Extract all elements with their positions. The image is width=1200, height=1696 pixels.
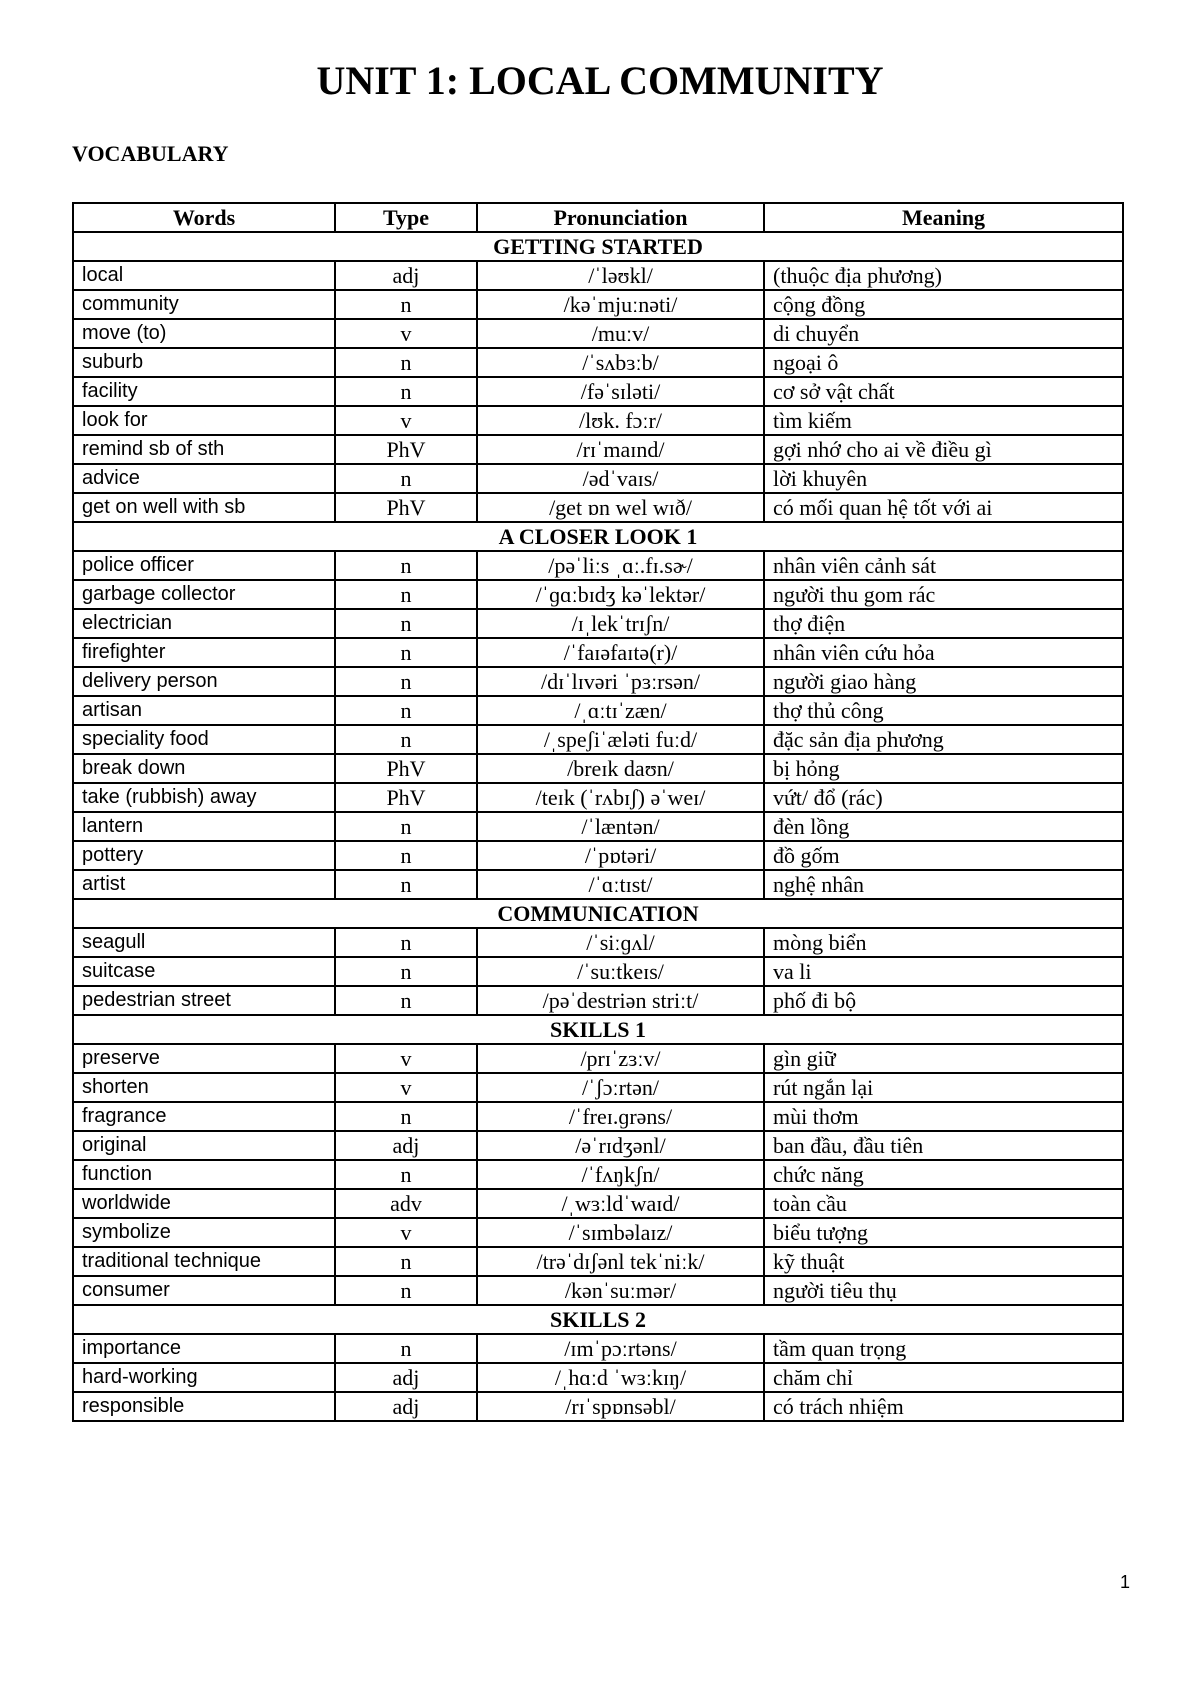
- table-row: [73, 580, 1123, 609]
- word-cell: break down: [73, 754, 335, 783]
- type-cell: v: [335, 1218, 477, 1247]
- type-cell: n: [335, 290, 477, 319]
- meaning-cell: biểu tượng: [764, 1218, 1123, 1247]
- meaning-cell: có mối quan hệ tốt với ai: [764, 493, 1123, 522]
- meaning-cell: chăm chỉ: [764, 1363, 1123, 1392]
- table-row: [73, 667, 1123, 696]
- word-cell: pottery: [73, 841, 335, 870]
- table-row: [73, 1189, 1123, 1218]
- pronunciation-cell: /get ɒn wel wɪð/: [477, 493, 764, 522]
- type-cell: n: [335, 725, 477, 754]
- table-row: [73, 1102, 1123, 1131]
- word-cell: responsible: [73, 1392, 335, 1421]
- type-cell: n: [335, 1102, 477, 1131]
- word-cell: artist: [73, 870, 335, 899]
- table-row: [73, 493, 1123, 522]
- type-cell: PhV: [335, 493, 477, 522]
- pronunciation-cell: /ˈɡɑːbɪdʒ kəˈlektər/: [477, 580, 764, 609]
- word-cell: advice: [73, 464, 335, 493]
- meaning-cell: tầm quan trọng: [764, 1334, 1123, 1363]
- type-cell: n: [335, 551, 477, 580]
- table-row: [73, 435, 1123, 464]
- meaning-cell: rút ngắn lại: [764, 1073, 1123, 1102]
- header-words: Words: [73, 203, 335, 232]
- table-row: [73, 609, 1123, 638]
- table-row: [73, 551, 1123, 580]
- type-cell: n: [335, 580, 477, 609]
- pronunciation-cell: /ˈfreɪ.ɡrəns/: [477, 1102, 764, 1131]
- word-cell: firefighter: [73, 638, 335, 667]
- type-cell: n: [335, 377, 477, 406]
- table-row: [73, 870, 1123, 899]
- word-cell: pedestrian street: [73, 986, 335, 1015]
- header-pronunciation: Pronunciation: [477, 203, 764, 232]
- word-cell: local: [73, 261, 335, 290]
- type-cell: n: [335, 812, 477, 841]
- meaning-cell: nhân viên cứu hỏa: [764, 638, 1123, 667]
- meaning-cell: gìn giữ: [764, 1044, 1123, 1073]
- pronunciation-cell: /trəˈdɪʃənl tekˈniːk/: [477, 1247, 764, 1276]
- word-cell: artisan: [73, 696, 335, 725]
- type-cell: n: [335, 986, 477, 1015]
- meaning-cell: toàn cầu: [764, 1189, 1123, 1218]
- word-cell: look for: [73, 406, 335, 435]
- meaning-cell: bị hỏng: [764, 754, 1123, 783]
- type-cell: n: [335, 638, 477, 667]
- word-cell: move (to): [73, 319, 335, 348]
- word-cell: police officer: [73, 551, 335, 580]
- table-row: [73, 377, 1123, 406]
- pronunciation-cell: /ˈɑːtɪst/: [477, 870, 764, 899]
- table-row: [73, 754, 1123, 783]
- pronunciation-cell: /ˈlæntən/: [477, 812, 764, 841]
- type-cell: v: [335, 319, 477, 348]
- type-cell: adj: [335, 1363, 477, 1392]
- pronunciation-cell: /kənˈsuːmər/: [477, 1276, 764, 1305]
- meaning-cell: mùi thơm: [764, 1102, 1123, 1131]
- header-meaning: Meaning: [764, 203, 1123, 232]
- pronunciation-cell: /prɪˈzɜːv/: [477, 1044, 764, 1073]
- type-cell: n: [335, 870, 477, 899]
- type-cell: n: [335, 928, 477, 957]
- pronunciation-cell: /əˈrɪdʒənl/: [477, 1131, 764, 1160]
- pronunciation-cell: /ˈfaɪəfaɪtə(r)/: [477, 638, 764, 667]
- word-cell: hard-working: [73, 1363, 335, 1392]
- pronunciation-cell: /ˈpɒtəri/: [477, 841, 764, 870]
- word-cell: shorten: [73, 1073, 335, 1102]
- pronunciation-cell: /ˌhɑːd ˈwɜːkɪŋ/: [477, 1363, 764, 1392]
- group-header-row: [73, 522, 1123, 551]
- vocabulary-table: [72, 202, 1124, 1422]
- pronunciation-cell: /fəˈsɪləti/: [477, 377, 764, 406]
- pronunciation-cell: /ˈsʌbɜːb/: [477, 348, 764, 377]
- meaning-cell: thợ thủ công: [764, 696, 1123, 725]
- word-cell: suitcase: [73, 957, 335, 986]
- type-cell: n: [335, 841, 477, 870]
- type-cell: PhV: [335, 435, 477, 464]
- type-cell: v: [335, 406, 477, 435]
- meaning-cell: nhân viên cảnh sát: [764, 551, 1123, 580]
- type-cell: n: [335, 1334, 477, 1363]
- pronunciation-cell: /breɪk daʊn/: [477, 754, 764, 783]
- word-cell: importance: [73, 1334, 335, 1363]
- pronunciation-cell: /pəˈliːs ˌɑː.fɪ.sɚ/: [477, 551, 764, 580]
- word-cell: speciality food: [73, 725, 335, 754]
- meaning-cell: nghệ nhân: [764, 870, 1123, 899]
- word-cell: suburb: [73, 348, 335, 377]
- table-row: [73, 1363, 1123, 1392]
- pronunciation-cell: /rɪˈmaɪnd/: [477, 435, 764, 464]
- word-cell: traditional technique: [73, 1247, 335, 1276]
- pronunciation-cell: /pəˈdestriən striːt/: [477, 986, 764, 1015]
- type-cell: n: [335, 1160, 477, 1189]
- group-header-row: [73, 232, 1123, 261]
- meaning-cell: cộng đồng: [764, 290, 1123, 319]
- page-title: UNIT 1: LOCAL COMMUNITY: [316, 58, 884, 103]
- word-cell: delivery person: [73, 667, 335, 696]
- meaning-cell: phố đi bộ: [764, 986, 1123, 1015]
- type-cell: adv: [335, 1189, 477, 1218]
- group-header-row: [73, 899, 1123, 928]
- meaning-cell: thợ điện: [764, 609, 1123, 638]
- table-row: [73, 1334, 1123, 1363]
- type-cell: v: [335, 1073, 477, 1102]
- header-type: Type: [335, 203, 477, 232]
- word-cell: remind sb of sth: [73, 435, 335, 464]
- word-cell: preserve: [73, 1044, 335, 1073]
- meaning-cell: đồ gốm: [764, 841, 1123, 870]
- table-row: [73, 464, 1123, 493]
- pronunciation-cell: /ədˈvaɪs/: [477, 464, 764, 493]
- pronunciation-cell: /muːv/: [477, 319, 764, 348]
- group-header-row: [73, 1015, 1123, 1044]
- group-title: GETTING STARTED: [73, 232, 1123, 261]
- type-cell: n: [335, 348, 477, 377]
- pronunciation-cell: /ˈsiːɡʌl/: [477, 928, 764, 957]
- word-cell: lantern: [73, 812, 335, 841]
- word-cell: seagull: [73, 928, 335, 957]
- group-header-row: [73, 1305, 1123, 1334]
- table-row: [73, 1276, 1123, 1305]
- word-cell: function: [73, 1160, 335, 1189]
- pronunciation-cell: /ˌwɜːldˈwaɪd/: [477, 1189, 764, 1218]
- table-row: [73, 725, 1123, 754]
- meaning-cell: vứt/ đổ (rác): [764, 783, 1123, 812]
- pronunciation-cell: /teɪk (ˈrʌbɪʃ) əˈweɪ/: [477, 783, 764, 812]
- pronunciation-cell: /ɪmˈpɔːrtəns/: [477, 1334, 764, 1363]
- meaning-cell: người thu gom rác: [764, 580, 1123, 609]
- table-row: [73, 290, 1123, 319]
- pronunciation-cell: /ˈsɪmbəlaɪz/: [477, 1218, 764, 1247]
- meaning-cell: kỹ thuật: [764, 1247, 1123, 1276]
- meaning-cell: người tiêu thụ: [764, 1276, 1123, 1305]
- table-row: [73, 957, 1123, 986]
- pronunciation-cell: /ˌɑːtɪˈzæn/: [477, 696, 764, 725]
- table-row: [73, 1044, 1123, 1073]
- word-cell: worldwide: [73, 1189, 335, 1218]
- pronunciation-cell: /ˈʃɔːrtən/: [477, 1073, 764, 1102]
- word-cell: original: [73, 1131, 335, 1160]
- pronunciation-cell: /ˈfʌŋkʃn/: [477, 1160, 764, 1189]
- pronunciation-cell: /ˌspeʃiˈæləti fuːd/: [477, 725, 764, 754]
- type-cell: n: [335, 667, 477, 696]
- table-row: [73, 1247, 1123, 1276]
- type-cell: adj: [335, 1131, 477, 1160]
- type-cell: n: [335, 957, 477, 986]
- type-cell: n: [335, 464, 477, 493]
- type-cell: PhV: [335, 783, 477, 812]
- meaning-cell: tìm kiếm: [764, 406, 1123, 435]
- type-cell: PhV: [335, 754, 477, 783]
- table-row: [73, 1218, 1123, 1247]
- type-cell: adj: [335, 1392, 477, 1421]
- meaning-cell: lời khuyên: [764, 464, 1123, 493]
- table-row: [73, 1073, 1123, 1102]
- word-cell: community: [73, 290, 335, 319]
- type-cell: v: [335, 1044, 477, 1073]
- word-cell: fragrance: [73, 1102, 335, 1131]
- pronunciation-cell: /ɪˌlekˈtrɪʃn/: [477, 609, 764, 638]
- table-header-row: [73, 203, 1123, 232]
- type-cell: adj: [335, 261, 477, 290]
- table-row: [73, 841, 1123, 870]
- table-row: [73, 928, 1123, 957]
- pronunciation-cell: /lʊk. fɔːr/: [477, 406, 764, 435]
- word-cell: garbage collector: [73, 580, 335, 609]
- meaning-cell: ban đầu, đầu tiên: [764, 1131, 1123, 1160]
- word-cell: get on well with sb: [73, 493, 335, 522]
- word-cell: take (rubbish) away: [73, 783, 335, 812]
- group-title: COMMUNICATION: [73, 899, 1123, 928]
- table-row: [73, 1392, 1123, 1421]
- table-body: [73, 232, 1123, 1421]
- pronunciation-cell: /dɪˈlɪvəri ˈpɜːrsən/: [477, 667, 764, 696]
- page-number: 1: [1120, 1572, 1131, 1592]
- pronunciation-cell: /ˈləʊkl/: [477, 261, 764, 290]
- meaning-cell: di chuyển: [764, 319, 1123, 348]
- table-row: [73, 696, 1123, 725]
- table-row: [73, 261, 1123, 290]
- word-cell: symbolize: [73, 1218, 335, 1247]
- meaning-cell: đèn lồng: [764, 812, 1123, 841]
- group-title: SKILLS 2: [73, 1305, 1123, 1334]
- type-cell: n: [335, 609, 477, 638]
- table-row: [73, 783, 1123, 812]
- table-row: [73, 319, 1123, 348]
- table-row: [73, 1131, 1123, 1160]
- meaning-cell: gợi nhớ cho ai về điều gì: [764, 435, 1123, 464]
- word-cell: electrician: [73, 609, 335, 638]
- pronunciation-cell: /ˈsuːtkeɪs/: [477, 957, 764, 986]
- section-heading: VOCABULARY: [72, 141, 229, 166]
- meaning-cell: chức năng: [764, 1160, 1123, 1189]
- pronunciation-cell: /rɪˈspɒnsəbl/: [477, 1392, 764, 1421]
- table-row: [73, 986, 1123, 1015]
- type-cell: n: [335, 1247, 477, 1276]
- table-row: [73, 638, 1123, 667]
- pronunciation-cell: /kəˈmjuːnəti/: [477, 290, 764, 319]
- group-title: A CLOSER LOOK 1: [73, 522, 1123, 551]
- meaning-cell: (thuộc địa phương): [764, 261, 1123, 290]
- meaning-cell: ngoại ô: [764, 348, 1123, 377]
- group-title: SKILLS 1: [73, 1015, 1123, 1044]
- meaning-cell: người giao hàng: [764, 667, 1123, 696]
- meaning-cell: đặc sản địa phương: [764, 725, 1123, 754]
- word-cell: facility: [73, 377, 335, 406]
- table-row: [73, 406, 1123, 435]
- table-row: [73, 1160, 1123, 1189]
- table-row: [73, 812, 1123, 841]
- word-cell: consumer: [73, 1276, 335, 1305]
- type-cell: n: [335, 696, 477, 725]
- type-cell: n: [335, 1276, 477, 1305]
- meaning-cell: mòng biển: [764, 928, 1123, 957]
- meaning-cell: va li: [764, 957, 1123, 986]
- meaning-cell: có trách nhiệm: [764, 1392, 1123, 1421]
- meaning-cell: cơ sở vật chất: [764, 377, 1123, 406]
- table-row: [73, 348, 1123, 377]
